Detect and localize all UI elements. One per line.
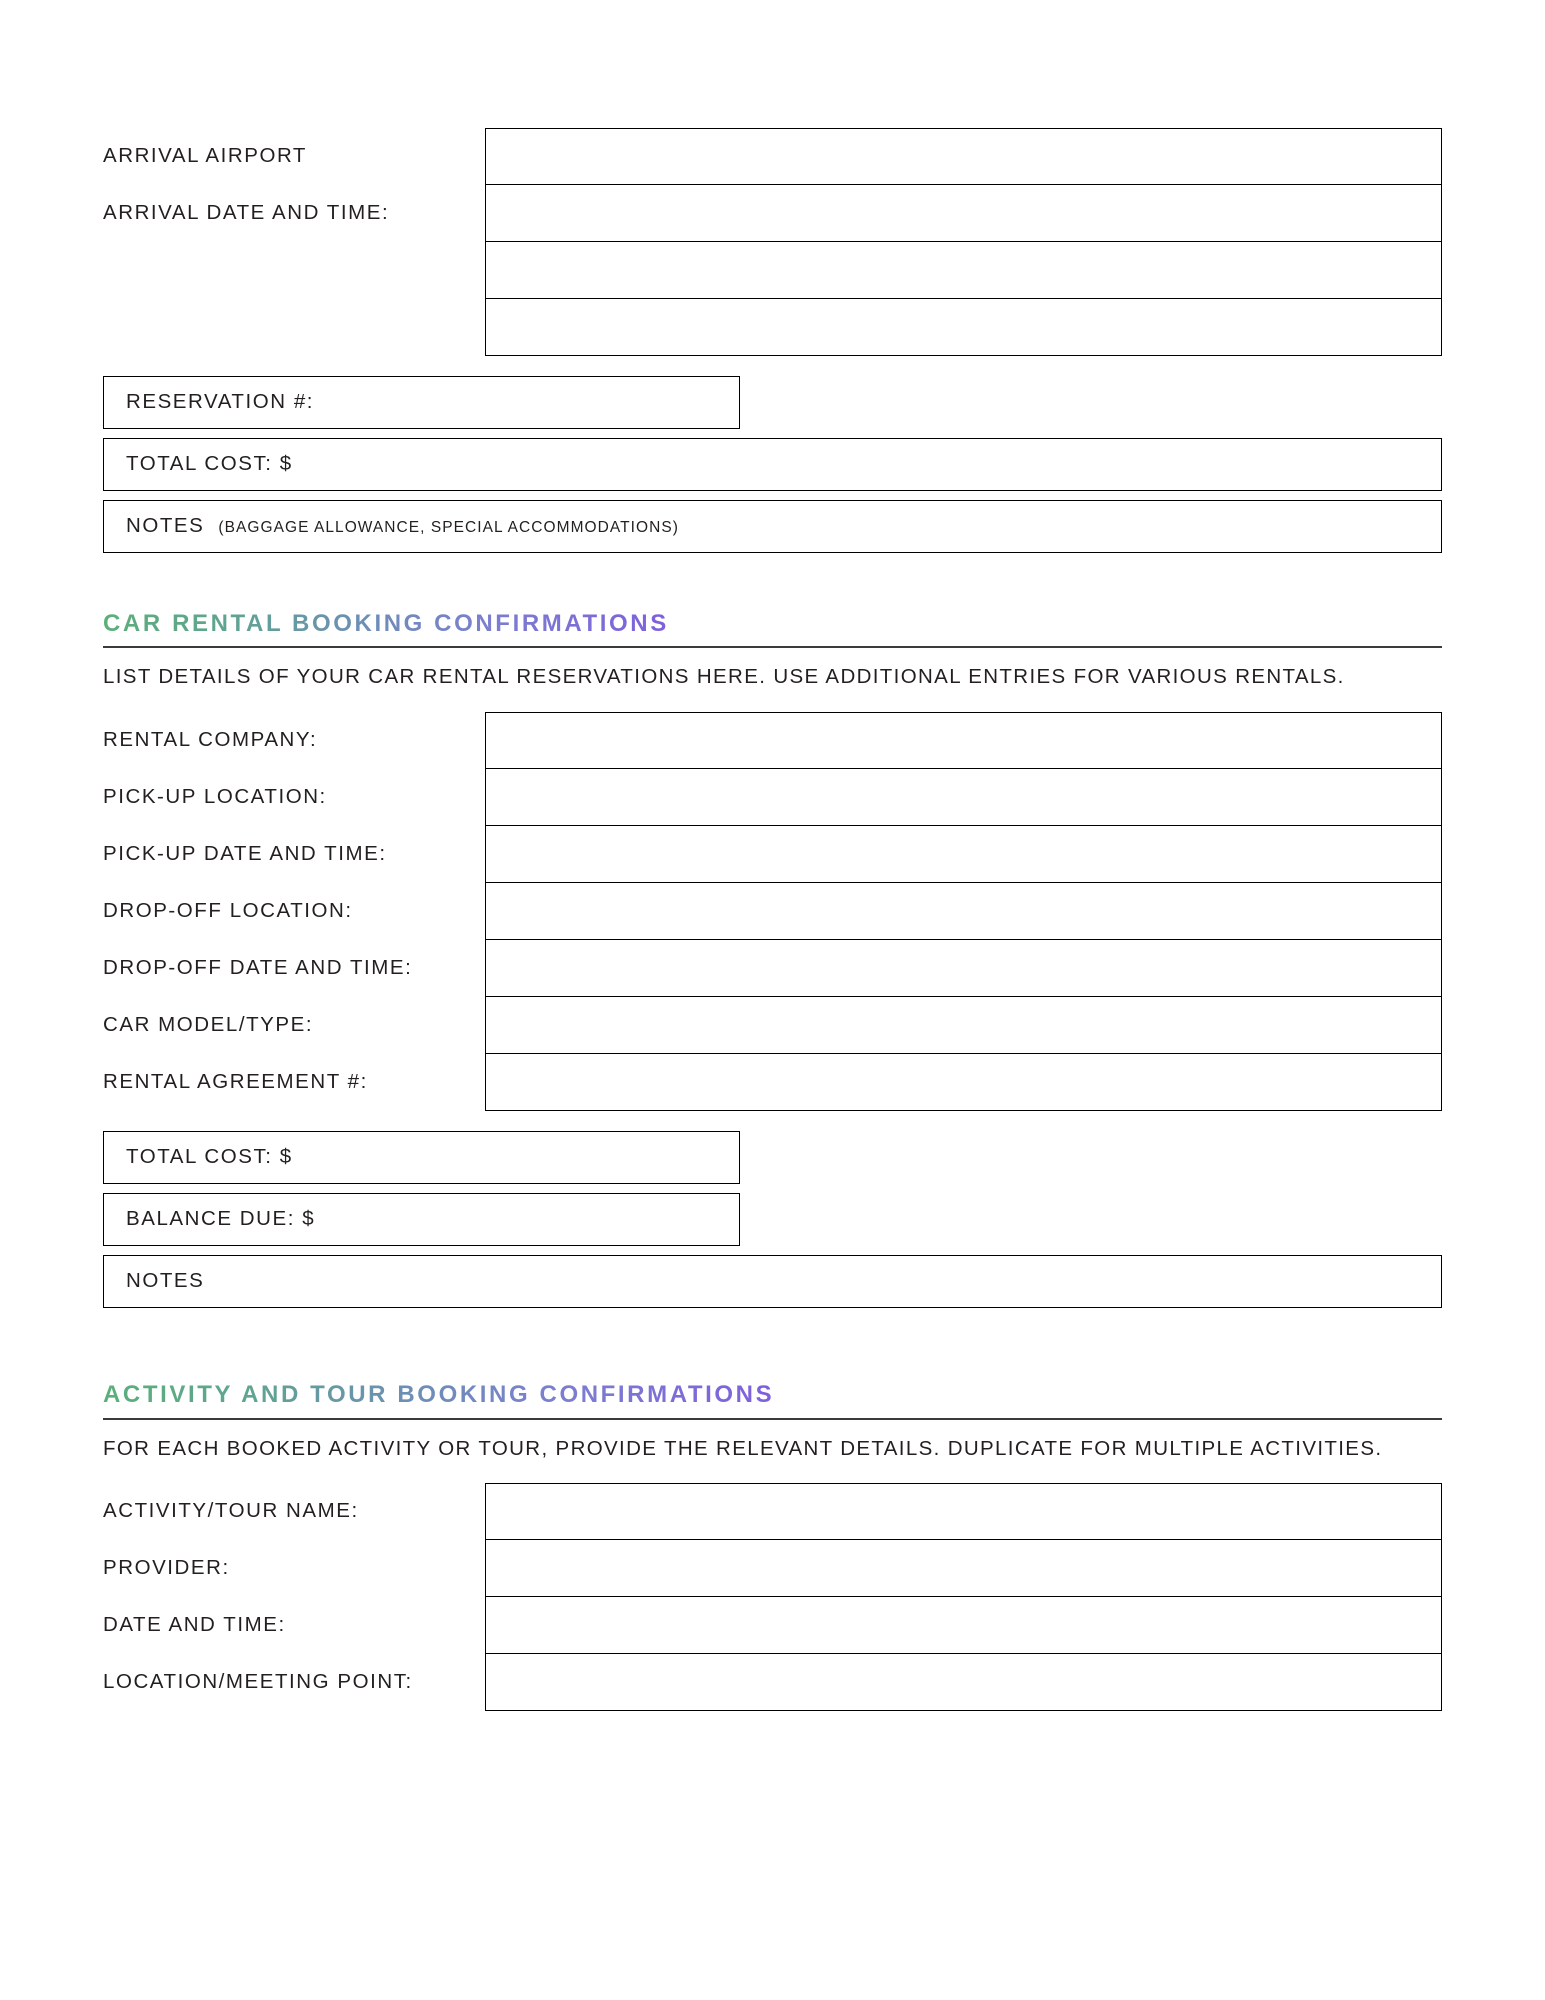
field-row-activity-name xyxy=(103,1483,1442,1540)
activity-datetime-input[interactable] xyxy=(485,1597,1442,1654)
car-rental-heading-wrap xyxy=(103,611,1442,637)
meeting-point-label-cell xyxy=(103,1654,485,1711)
car-rental-section-description: LIST DETAILS OF YOUR CAR RENTAL RESERVATIONS HERE. USE ADDITIONAL ENTRIES FOR VARIOUS RENTALS. xyxy=(103,665,1345,689)
pickup-datetime-input[interactable] xyxy=(485,826,1442,883)
car-model-label: CAR MODEL/TYPE: xyxy=(103,1013,314,1037)
car-notes-label: NOTES xyxy=(126,1269,205,1293)
activity-name-label-cell xyxy=(103,1483,485,1540)
dropoff-location-label-cell xyxy=(103,883,485,940)
reservation-number-label: RESERVATION #: xyxy=(126,390,315,414)
activity-name-input[interactable] xyxy=(485,1483,1442,1540)
car-model-label-cell xyxy=(103,997,485,1054)
dropoff-datetime-input[interactable] xyxy=(485,940,1442,997)
dropoff-location-input[interactable] xyxy=(485,883,1442,940)
arrival-datetime-label-cell xyxy=(103,185,485,242)
activity-name-label: ACTIVITY/TOUR NAME: xyxy=(103,1499,359,1523)
pickup-datetime-label-cell xyxy=(103,826,485,883)
car-balance-due-label: BALANCE DUE: $ xyxy=(126,1207,316,1231)
car-notes-field[interactable] xyxy=(103,1255,1442,1308)
field-row-provider xyxy=(103,1540,1442,1597)
meeting-point-label: LOCATION/MEETING POINT: xyxy=(103,1670,413,1694)
field-row-pickup-datetime xyxy=(103,826,1442,883)
flight-notes-hint: (BAGGAGE ALLOWANCE, SPECIAL ACCOMMODATIONS) xyxy=(218,519,679,537)
blank-input-2[interactable] xyxy=(485,299,1442,356)
rental-agreement-input[interactable] xyxy=(485,1054,1442,1111)
activity-section-description: FOR EACH BOOKED ACTIVITY OR TOUR, PROVIDE THE RELEVANT DETAILS. DUPLICATE FOR MULTIPLE ACTIVITIES. xyxy=(103,1436,1383,1460)
car-balance-due-field[interactable] xyxy=(103,1193,740,1246)
car-total-cost-label: TOTAL COST: $ xyxy=(126,1145,293,1169)
field-row-blank-2 xyxy=(103,299,1442,356)
dropoff-datetime-label: DROP-OFF DATE AND TIME: xyxy=(103,956,413,980)
rental-agreement-label-cell xyxy=(103,1054,485,1111)
blank-input-1[interactable] xyxy=(485,242,1442,299)
provider-input[interactable] xyxy=(485,1540,1442,1597)
pickup-location-label: PICK-UP LOCATION: xyxy=(103,785,327,809)
activity-datetime-label: DATE AND TIME: xyxy=(103,1613,286,1637)
arrival-airport-label: ARRIVAL AIRPORT xyxy=(103,144,308,168)
arrival-datetime-label: ARRIVAL DATE AND TIME: xyxy=(103,201,390,225)
blank-label-cell-2 xyxy=(103,299,485,356)
field-row-activity-datetime xyxy=(103,1597,1442,1654)
field-row-pickup-location xyxy=(103,769,1442,826)
rental-company-label-cell xyxy=(103,712,485,769)
dropoff-datetime-label-cell xyxy=(103,940,485,997)
flight-notes-label-main: NOTES xyxy=(126,514,205,538)
arrival-airport-input[interactable] xyxy=(485,128,1442,185)
blank-label-cell-1 xyxy=(103,242,485,299)
rental-company-label: RENTAL COMPANY: xyxy=(103,728,318,752)
field-row-rental-company xyxy=(103,712,1442,769)
activity-datetime-label-cell xyxy=(103,1597,485,1654)
rental-agreement-label: RENTAL AGREEMENT #: xyxy=(103,1070,368,1094)
activity-section-divider xyxy=(103,1418,1442,1420)
provider-label-cell xyxy=(103,1540,485,1597)
car-rental-section-divider xyxy=(103,646,1442,648)
pickup-location-label-cell xyxy=(103,769,485,826)
field-row-blank-1 xyxy=(103,242,1442,299)
provider-label: PROVIDER: xyxy=(103,1556,230,1580)
arrival-datetime-input[interactable] xyxy=(485,185,1442,242)
dropoff-location-label: DROP-OFF LOCATION: xyxy=(103,899,353,923)
car-rental-section-title: CAR RENTAL BOOKING CONFIRMATIONS xyxy=(103,610,669,637)
car-rental-field-group xyxy=(103,712,1442,1111)
car-model-input[interactable] xyxy=(485,997,1442,1054)
rental-company-input[interactable] xyxy=(485,712,1442,769)
field-row-arrival-datetime xyxy=(103,185,1442,242)
activity-field-group xyxy=(103,1483,1442,1711)
flight-total-cost-field[interactable] xyxy=(103,438,1442,491)
arrival-field-group xyxy=(103,128,1442,356)
pickup-datetime-label: PICK-UP DATE AND TIME: xyxy=(103,842,387,866)
field-row-dropoff-location xyxy=(103,883,1442,940)
activity-section-title: ACTIVITY AND TOUR BOOKING CONFIRMATIONS xyxy=(103,1381,775,1409)
activity-heading-wrap xyxy=(103,1382,1442,1408)
car-rental-section xyxy=(103,611,1442,692)
field-row-rental-agreement xyxy=(103,1054,1442,1111)
flight-notes-field[interactable] xyxy=(103,500,1442,553)
reservation-number-field[interactable] xyxy=(103,376,740,429)
field-row-dropoff-datetime xyxy=(103,940,1442,997)
arrival-airport-label-cell xyxy=(103,128,485,185)
flight-notes-label xyxy=(126,516,679,537)
activity-section xyxy=(103,1382,1442,1463)
pickup-location-input[interactable] xyxy=(485,769,1442,826)
field-row-arrival-airport xyxy=(103,128,1442,185)
meeting-point-input[interactable] xyxy=(485,1654,1442,1711)
flight-total-cost-label: TOTAL COST: $ xyxy=(126,452,293,476)
field-row-car-model xyxy=(103,997,1442,1054)
car-total-cost-field[interactable] xyxy=(103,1131,740,1184)
field-row-meeting-point xyxy=(103,1654,1442,1711)
